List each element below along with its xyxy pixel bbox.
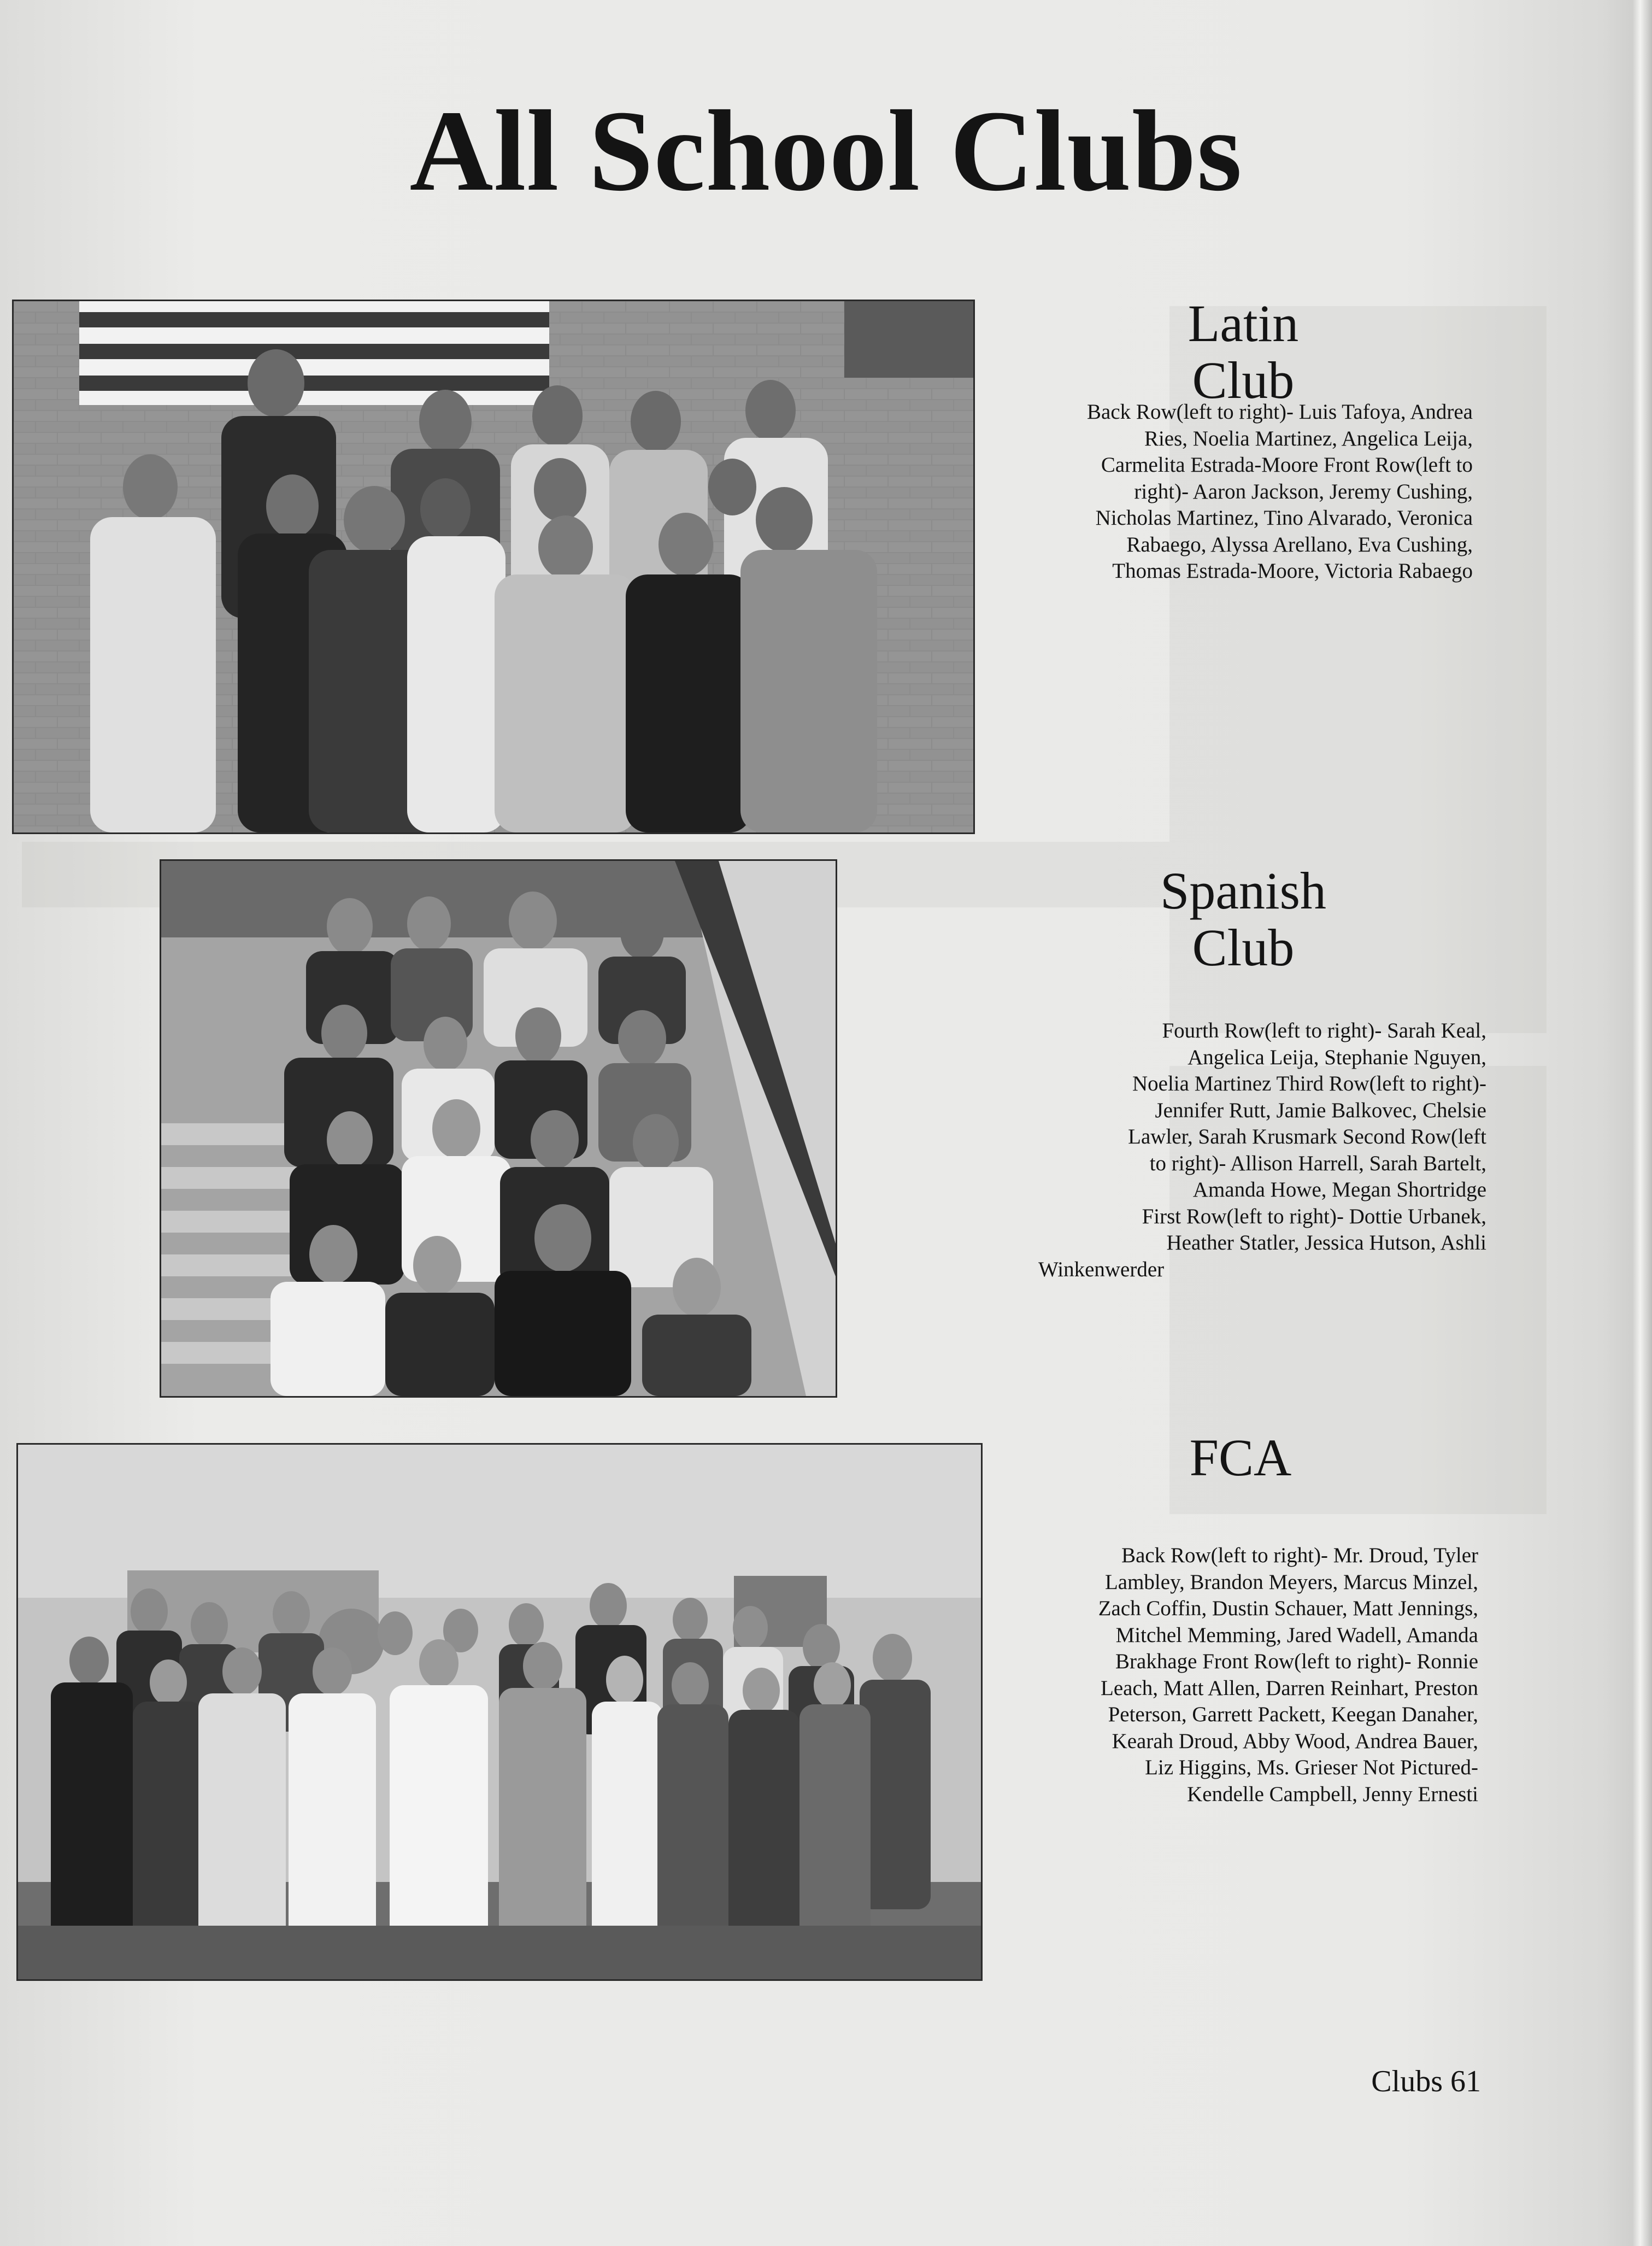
caption-line: Jennifer Rutt, Jamie Balkovec, Chelsie — [1155, 1098, 1486, 1122]
caption-line: Rabaego, Alyssa Arellano, Eva Cushing, — [1126, 532, 1473, 556]
caption-line: Brakhage Front Row(left to right)- Ronnie — [1115, 1650, 1478, 1673]
caption-line: Carmelita Estrada-Moore Front Row(left to — [1101, 453, 1473, 477]
latin-club-title-line: Club — [1192, 351, 1295, 409]
caption-line: First Row(left to right)- Dottie Urbanek, — [1142, 1204, 1486, 1228]
spanish-club-title-line: Spanish — [1160, 861, 1327, 920]
caption-line: right)- Aaron Jackson, Jeremy Cushing, — [1134, 479, 1473, 503]
caption-line: Kearah Droud, Abby Wood, Andrea Bauer, — [1112, 1729, 1478, 1753]
spanish-club-title-line: Club — [1192, 918, 1295, 977]
caption-line: Noelia Martinez Third Row(left to right)- — [1132, 1072, 1486, 1095]
page-binding-edge — [1632, 0, 1652, 2246]
fca-caption — [1049, 1543, 1478, 1808]
caption-line: Angelica Leija, Stephanie Nguyen, — [1187, 1045, 1486, 1069]
caption-line: Leach, Matt Allen, Darren Reinhart, Preston — [1101, 1676, 1478, 1700]
spanish-club-photo — [160, 859, 837, 1398]
latin-club-photo — [12, 300, 975, 834]
spanish-club-photo-image — [161, 861, 836, 1396]
spanish-club-caption — [1038, 1018, 1486, 1283]
caption-line: Fourth Row(left to right)- Sarah Keal, — [1162, 1019, 1486, 1042]
page-title: All School Clubs — [409, 86, 1243, 215]
caption-line: to right)- Allison Harrell, Sarah Bartelt, — [1149, 1151, 1486, 1175]
latin-club-caption — [1027, 399, 1473, 585]
caption-line: Ries, Noelia Martinez, Angelica Leija, — [1144, 426, 1473, 450]
caption-line: Nicholas Martinez, Tino Alvarado, Veronica — [1095, 506, 1473, 530]
caption-line: Kendelle Campbell, Jenny Ernesti — [1187, 1782, 1478, 1806]
spanish-club-title — [1131, 863, 1355, 976]
latin-club-photo-image — [14, 301, 973, 832]
caption-line: Heather Statler, Jessica Hutson, Ashli — [1166, 1231, 1486, 1254]
caption-line: Peterson, Garrett Packett, Keegan Danaher, — [1108, 1703, 1478, 1726]
fca-photo — [16, 1443, 983, 1981]
caption-line: Mitchel Memming, Jared Wadell, Amanda — [1115, 1623, 1478, 1647]
fca-title — [1145, 1429, 1336, 1486]
caption-line: Lambley, Brandon Meyers, Marcus Minzel, — [1104, 1570, 1478, 1594]
caption-line: Lawler, Sarah Krusmark Second Row(left — [1128, 1125, 1486, 1148]
caption-line: Winkenwerder — [1038, 1257, 1165, 1281]
page-footer: Clubs 61 — [1371, 2065, 1481, 2098]
caption-line: Zach Coffin, Dustin Schauer, Matt Jennings, — [1098, 1597, 1478, 1620]
caption-line: Back Row(left to right)- Mr. Droud, Tyler — [1121, 1544, 1478, 1567]
caption-line: Thomas Estrada-Moore, Victoria Rabaego — [1112, 559, 1473, 583]
fca-title-line: FCA — [1189, 1428, 1292, 1487]
caption-line: Back Row(left to right)- Luis Tafoya, Andrea — [1087, 400, 1473, 424]
fca-photo-image — [18, 1445, 981, 1979]
caption-line: Liz Higgins, Ms. Grieser Not Pictured- — [1145, 1756, 1478, 1779]
latin-club-title-line: Latin — [1187, 294, 1299, 353]
latin-club-title — [1137, 295, 1350, 409]
caption-line: Amanda Howe, Megan Shortridge — [1192, 1178, 1486, 1201]
